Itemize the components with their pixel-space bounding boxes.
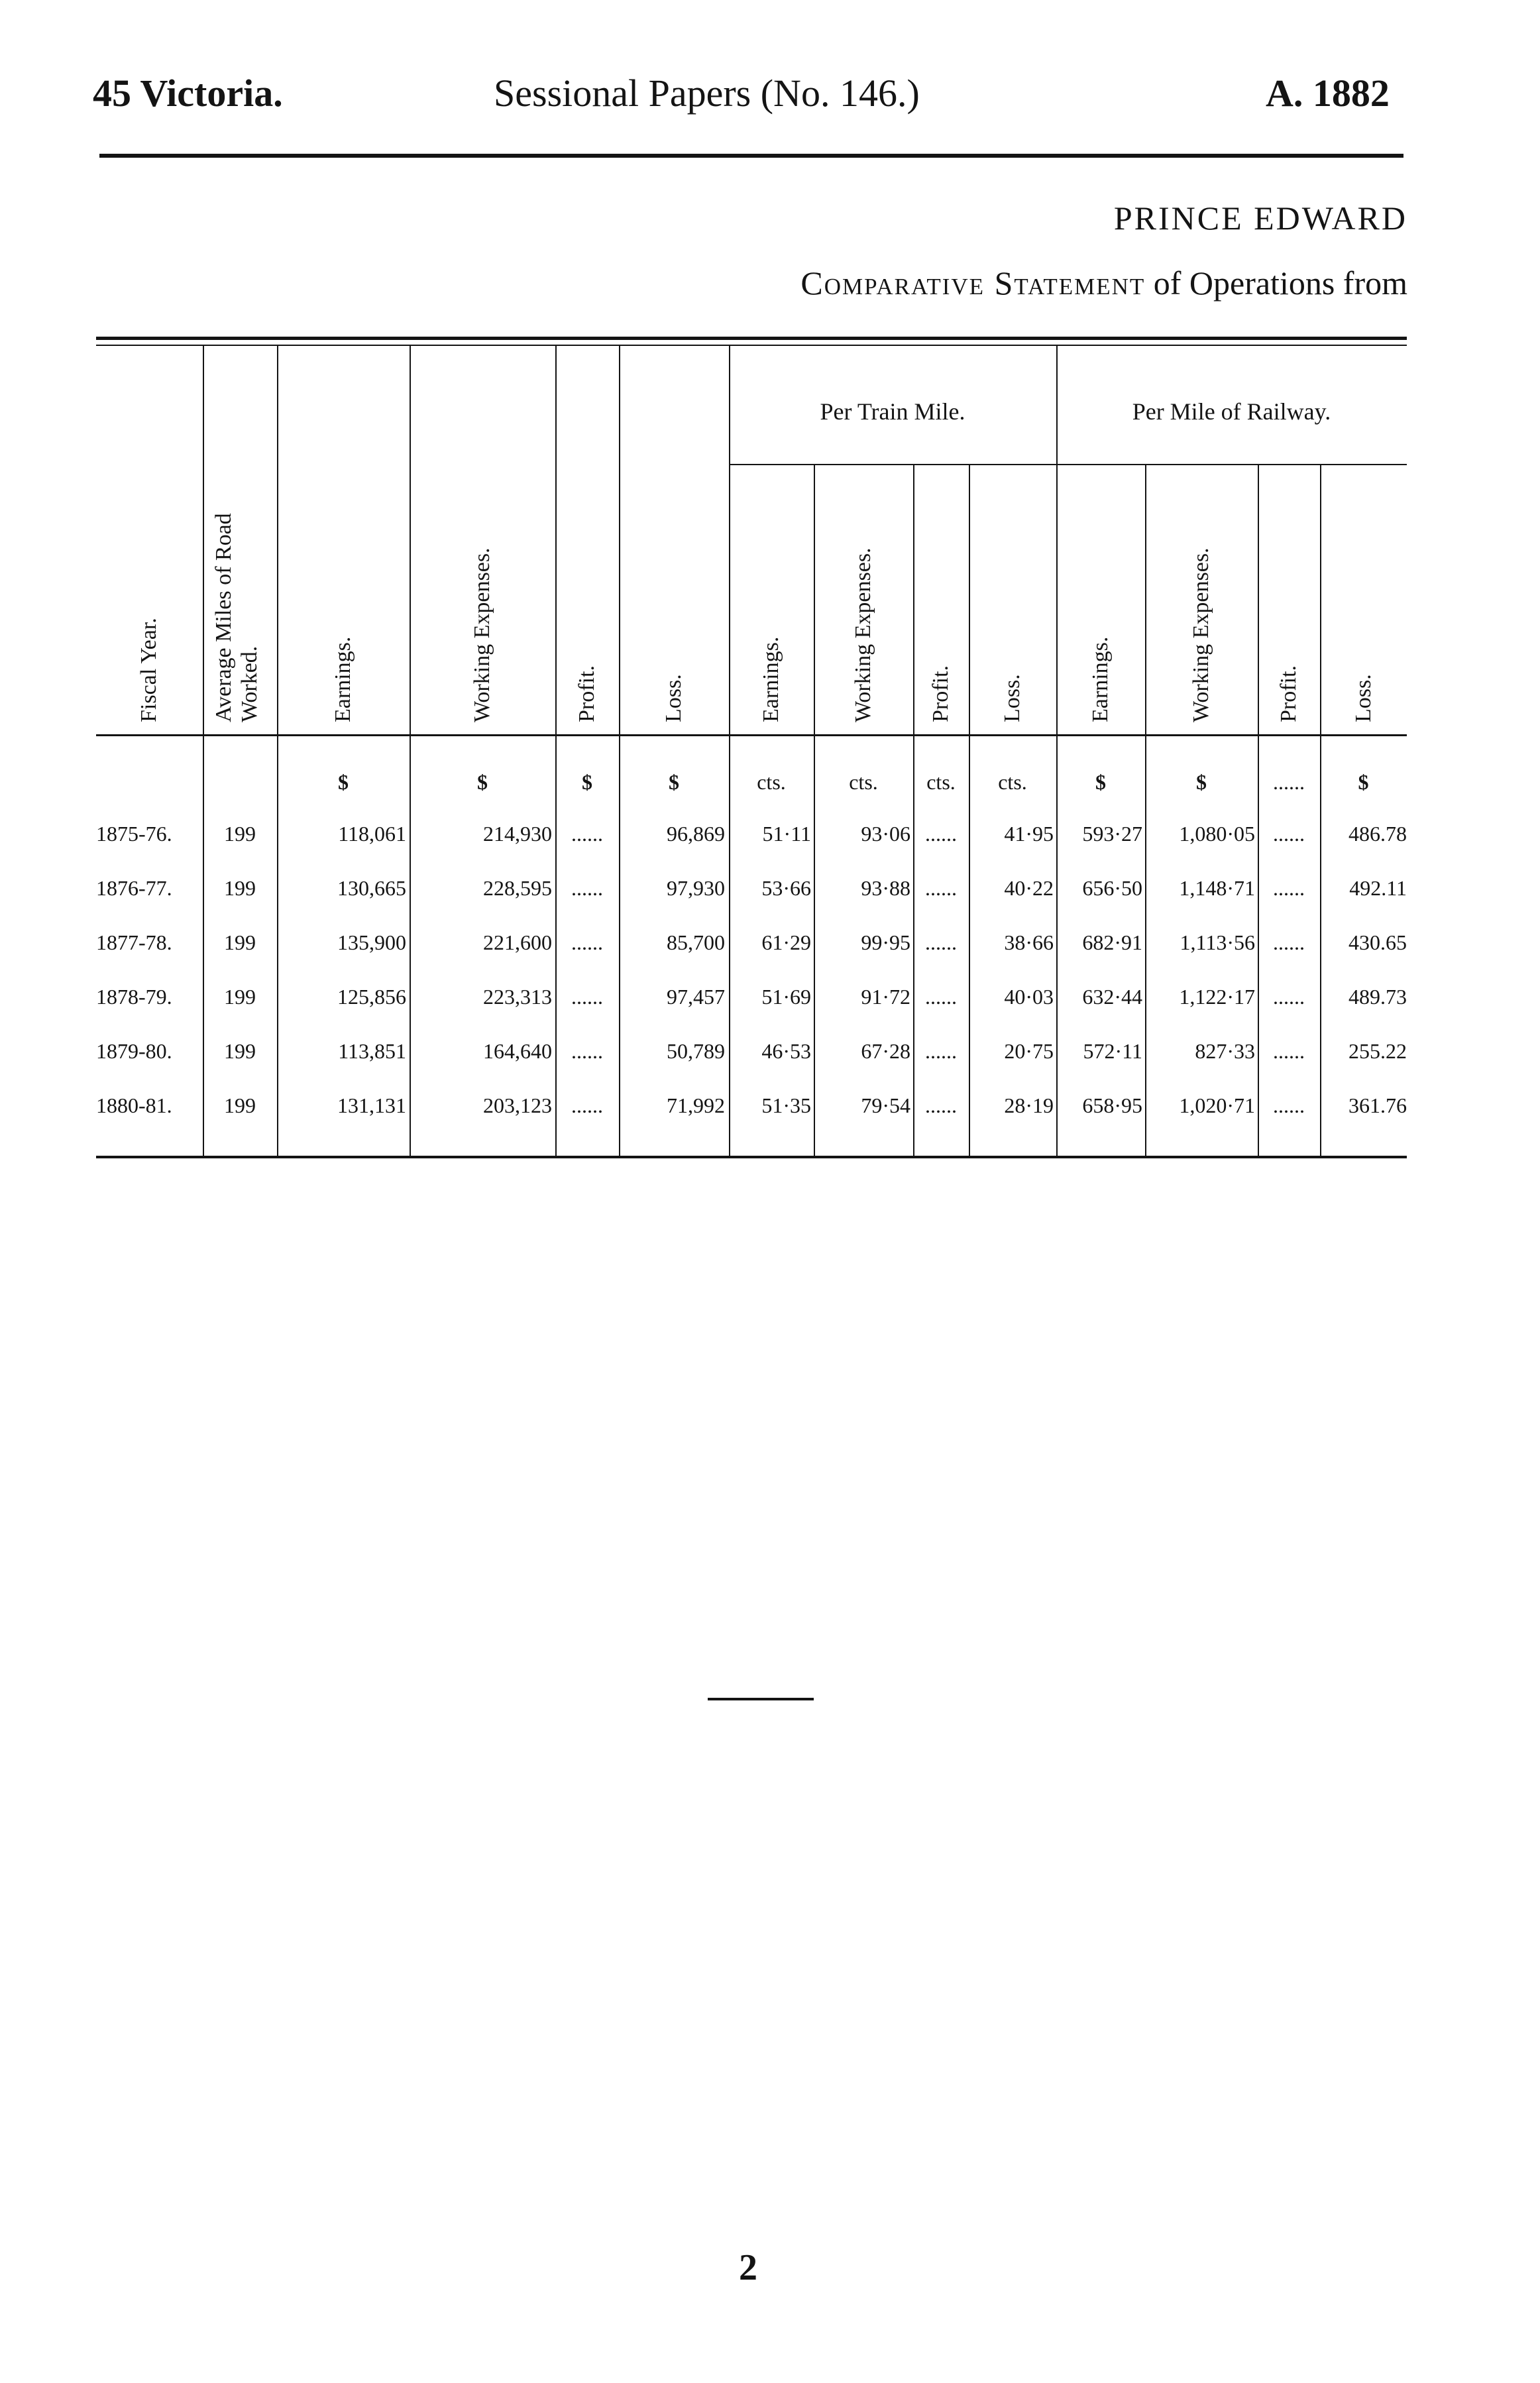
cell-fiscal-year: 1875-76. xyxy=(96,822,172,846)
cell-loss: 96,869 xyxy=(667,822,725,846)
cell-fiscal-year: 1878-79. xyxy=(96,985,172,1009)
cell-train-profit: ...... xyxy=(925,1093,957,1117)
unit-label: cts. xyxy=(849,770,878,794)
cell-mile-loss: 430.65 xyxy=(1348,930,1407,954)
cell-mile-profit: ...... xyxy=(1273,1039,1305,1063)
col-header-mile-working-expenses: Working Expenses. xyxy=(1189,547,1213,722)
cell-working-expenses: 223,313 xyxy=(483,985,552,1009)
col-header-profit: Profit. xyxy=(575,665,599,722)
cell-mile-working-expenses: 1,113·56 xyxy=(1180,930,1255,954)
col-rule xyxy=(410,346,411,1156)
cell-train-profit: ...... xyxy=(925,1039,957,1063)
cell-mile-working-expenses: 1,122·17 xyxy=(1179,985,1255,1009)
unit-label: $ xyxy=(582,770,592,794)
col-header-mile-profit: Profit. xyxy=(1276,665,1301,722)
cell-working-expenses: 228,595 xyxy=(483,876,552,900)
group-header-per-mile-of-railway: Per Mile of Railway. xyxy=(1132,398,1331,425)
cell-profit: ...... xyxy=(571,1093,603,1117)
cell-mile-loss: 255.22 xyxy=(1348,1039,1407,1063)
cell-train-working-expenses: 93·06 xyxy=(861,822,910,846)
cell-average-miles: 199 xyxy=(224,1039,256,1063)
cell-mile-loss: 492.11 xyxy=(1349,876,1407,900)
running-header-left: 45 Victoria. xyxy=(93,72,283,115)
cell-fiscal-year: 1876-77. xyxy=(96,876,172,900)
cell-loss: 50,789 xyxy=(667,1039,725,1063)
cell-mile-earnings: 658·95 xyxy=(1082,1093,1142,1117)
cell-mile-working-expenses: 1,020·71 xyxy=(1179,1093,1255,1117)
unit-label: $ xyxy=(1095,770,1106,794)
cell-train-earnings: 51·11 xyxy=(762,822,811,846)
running-header-center: Sessional Papers (No. 146.) xyxy=(494,72,920,115)
group-header-rule xyxy=(729,464,1407,465)
cell-fiscal-year: 1880-81. xyxy=(96,1093,172,1117)
cell-loss: 97,930 xyxy=(667,876,725,900)
cell-earnings: 130,665 xyxy=(337,876,406,900)
cell-earnings: 135,900 xyxy=(337,930,406,954)
page-number: 2 xyxy=(739,2247,757,2288)
cell-train-profit: ...... xyxy=(925,985,957,1009)
unit-label: $ xyxy=(477,770,488,794)
cell-profit: ...... xyxy=(571,985,603,1009)
cell-mile-working-expenses: 827·33 xyxy=(1195,1039,1255,1063)
cell-mile-profit: ...... xyxy=(1273,1093,1305,1117)
cell-mile-earnings: 656·50 xyxy=(1082,876,1142,900)
cell-mile-working-expenses: 1,148·71 xyxy=(1179,876,1255,900)
col-header-mile-earnings: Earnings. xyxy=(1088,636,1113,722)
cell-average-miles: 199 xyxy=(224,985,256,1009)
cell-train-working-expenses: 99·95 xyxy=(861,930,910,954)
cell-working-expenses: 164,640 xyxy=(483,1039,552,1063)
cell-earnings: 125,856 xyxy=(337,985,406,1009)
unit-label: $ xyxy=(1358,770,1369,794)
col-rule xyxy=(277,346,278,1156)
cell-train-earnings: 51·69 xyxy=(761,985,811,1009)
group-header-per-train-mile: Per Train Mile. xyxy=(820,398,965,425)
cell-average-miles: 199 xyxy=(224,876,256,900)
cell-train-loss: 20·75 xyxy=(1004,1039,1054,1063)
col-header-train-working-expenses: Working Expenses. xyxy=(851,547,875,722)
col-header-loss: Loss. xyxy=(661,674,686,722)
cell-average-miles: 199 xyxy=(224,930,256,954)
col-header-mile-loss: Loss. xyxy=(1351,674,1376,722)
cell-profit: ...... xyxy=(571,876,603,900)
cell-loss: 71,992 xyxy=(667,1093,725,1117)
cell-train-earnings: 61·29 xyxy=(761,930,811,954)
cell-train-loss: 41·95 xyxy=(1004,822,1054,846)
col-header-working-expenses: Working Expenses. xyxy=(470,547,494,722)
col-header-average-miles-line-2: Worked. xyxy=(237,645,262,722)
col-header-fiscal-year: Fiscal Year. xyxy=(137,618,161,722)
cell-earnings: 131,131 xyxy=(337,1093,406,1117)
subtitle-rest: of Operations from xyxy=(1145,264,1407,302)
col-rule xyxy=(555,346,557,1156)
cell-loss: 85,700 xyxy=(667,930,725,954)
cell-train-working-expenses: 91·72 xyxy=(861,985,910,1009)
end-rule xyxy=(708,1698,814,1700)
cell-average-miles: 199 xyxy=(224,822,256,846)
cell-loss: 97,457 xyxy=(667,985,725,1009)
unit-label: cts. xyxy=(757,770,786,794)
cell-mile-earnings: 632·44 xyxy=(1082,985,1142,1009)
cell-mile-loss: 361.76 xyxy=(1348,1093,1407,1117)
cell-mile-profit: ...... xyxy=(1273,930,1305,954)
unit-label: cts. xyxy=(926,770,956,794)
col-header-train-loss: Loss. xyxy=(1000,674,1024,722)
col-header-train-earnings: Earnings. xyxy=(759,636,783,722)
cell-working-expenses: 203,123 xyxy=(483,1093,552,1117)
unit-label: cts. xyxy=(998,770,1027,794)
cell-mile-profit: ...... xyxy=(1273,985,1305,1009)
cell-train-earnings: 46·53 xyxy=(761,1039,811,1063)
cell-train-earnings: 53·66 xyxy=(761,876,811,900)
cell-train-working-expenses: 79·54 xyxy=(861,1093,910,1117)
cell-mile-working-expenses: 1,080·05 xyxy=(1179,822,1255,846)
cell-earnings: 118,061 xyxy=(338,822,406,846)
col-rule xyxy=(203,346,204,1156)
cell-mile-profit: ...... xyxy=(1273,822,1305,846)
running-header-right: A. 1882 xyxy=(1266,72,1390,115)
unit-label: $ xyxy=(1196,770,1207,794)
col-rule xyxy=(619,346,620,1156)
cell-working-expenses: 221,600 xyxy=(483,930,552,954)
cell-mile-earnings: 682·91 xyxy=(1082,930,1142,954)
cell-profit: ...... xyxy=(571,930,603,954)
cell-train-working-expenses: 67·28 xyxy=(861,1039,910,1063)
cell-mile-profit: ...... xyxy=(1273,876,1305,900)
table-top-rule xyxy=(96,337,1407,340)
cell-train-loss: 40·03 xyxy=(1004,985,1054,1009)
col-header-average-miles-line-1: Average Miles of Road xyxy=(211,513,236,722)
cell-train-earnings: 51·35 xyxy=(761,1093,811,1117)
cell-profit: ...... xyxy=(571,822,603,846)
cell-train-profit: ...... xyxy=(925,930,957,954)
col-header-earnings: Earnings. xyxy=(331,636,355,722)
cell-working-expenses: 214,930 xyxy=(483,822,552,846)
cell-train-profit: ...... xyxy=(925,876,957,900)
cell-fiscal-year: 1879-80. xyxy=(96,1039,172,1063)
unit-label: ...... xyxy=(1273,770,1305,794)
cell-average-miles: 199 xyxy=(224,1093,256,1117)
header-bottom-rule xyxy=(96,734,1407,736)
cell-train-loss: 28·19 xyxy=(1004,1093,1054,1117)
table-top-rule-2 xyxy=(96,345,1407,346)
col-rule xyxy=(729,346,730,1156)
table-title: PRINCE EDWARD xyxy=(1113,199,1407,237)
cell-train-loss: 40·22 xyxy=(1004,876,1054,900)
cell-mile-loss: 489.73 xyxy=(1348,985,1407,1009)
cell-mile-loss: 486.78 xyxy=(1348,822,1407,846)
cell-train-working-expenses: 93·88 xyxy=(861,876,910,900)
cell-train-profit: ...... xyxy=(925,822,957,846)
cell-mile-earnings: 572·11 xyxy=(1083,1039,1142,1063)
unit-label: $ xyxy=(669,770,679,794)
cell-fiscal-year: 1877-78. xyxy=(96,930,172,954)
cell-train-loss: 38·66 xyxy=(1004,930,1054,954)
cell-earnings: 113,851 xyxy=(338,1039,406,1063)
subtitle-caps: Comparative Statement xyxy=(800,264,1146,302)
col-rule xyxy=(1056,346,1058,1156)
table-bottom-rule xyxy=(96,1156,1407,1158)
unit-label: $ xyxy=(338,770,349,794)
cell-profit: ...... xyxy=(571,1039,603,1063)
col-header-train-profit: Profit. xyxy=(928,665,953,722)
col-header-average-miles xyxy=(211,513,262,722)
cell-mile-earnings: 593·27 xyxy=(1082,822,1142,846)
